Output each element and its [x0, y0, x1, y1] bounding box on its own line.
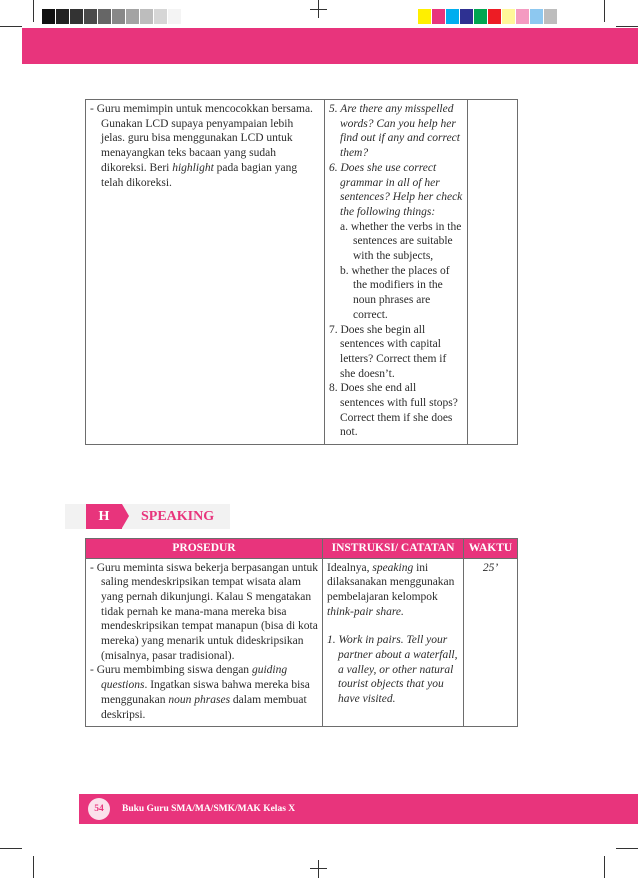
section-arrow-icon [122, 504, 129, 528]
instruction-cell [325, 100, 468, 445]
question-7: 7. Does she begin all sentences with capital letters? Correct them if she doesn’t. [329, 323, 447, 380]
color-swatch [488, 9, 501, 24]
crop-mark [604, 0, 605, 22]
color-swatch [432, 9, 445, 24]
crop-mark [616, 848, 638, 849]
color-swatch [502, 9, 515, 24]
color-swatch [112, 9, 125, 24]
registration-mark [310, 868, 327, 869]
time-cell [464, 558, 518, 727]
header-waktu: WAKTU [464, 539, 518, 559]
color-swatch [544, 9, 557, 24]
table-header-row [86, 539, 518, 559]
book-title: Buku Guru SMA/MA/SMK/MAK Kelas X [122, 804, 296, 814]
color-swatch [516, 9, 529, 24]
spacer [327, 619, 459, 633]
section-letter: H [86, 504, 122, 529]
header-instruksi: INSTRUKSI/ CATATAN [323, 539, 464, 559]
color-swatch [168, 9, 181, 24]
procedure-item: - Guru membimbing siswa dengan guiding questions. Ingatkan siswa bahwa mereka bisa menggunakan noun phrases dalam membuat deskripsi. [90, 664, 310, 721]
bullet-dash: - [90, 103, 97, 115]
color-swatch [530, 9, 543, 24]
procedure-text: Guru memimpin untuk mencocokkan bersama. Gunakan LCD supaya penyampaian lebih jelas. guru bisa menggunakan LCD untuk menayangkan teks bacaan yang sudah dikoreksi. Beri [96, 103, 313, 174]
teacher-note: Idealnya, speaking ini dilaksanakan menggunakan pembelajaran kelompok think-pair share. [327, 561, 455, 618]
color-swatch [98, 9, 111, 24]
crop-mark [33, 856, 34, 878]
procedure-item [90, 102, 320, 190]
color-swatch [474, 9, 487, 24]
color-swatch [84, 9, 97, 24]
color-swatch [126, 9, 139, 24]
time-cell [468, 100, 518, 445]
procedure-term: highlight [172, 161, 214, 174]
procedure-cell [86, 100, 325, 445]
section-title: SPEAKING [141, 509, 215, 524]
procedure-text-end: pada bagian yang telah dikoreksi. [101, 161, 298, 189]
color-swatch [418, 9, 431, 24]
color-swatch [460, 9, 473, 24]
crop-mark [0, 26, 22, 27]
color-swatch [56, 9, 69, 24]
crop-mark [604, 856, 605, 878]
registration-mark [318, 860, 319, 878]
crop-mark [616, 26, 638, 27]
header-band [22, 28, 638, 64]
task-1: 1. Work in pairs. Tell your partner about a waterfall, a valley, or other natural tourist objects that you have visited. [327, 634, 458, 706]
time-value: 25’ [482, 561, 499, 574]
question-6a: a. whether the verbs in the sentences are suitable with the subjects, [340, 220, 462, 263]
grayscale-color-bar [42, 9, 182, 24]
process-color-bar [418, 9, 558, 24]
lesson-table-continued [85, 99, 518, 445]
question-6: 6. Does she use correct grammar in all of her sentences? Help her check the following things: [329, 161, 463, 218]
page-number: 54 [88, 798, 110, 820]
question-5: 5. Are there any misspelled words? Can you help her find out if any and correct them? [329, 103, 460, 160]
crop-mark [33, 0, 34, 22]
speaking-table [85, 538, 518, 727]
procedure-item: - Guru meminta siswa bekerja berpasangan untuk saling mendeskripsikan tempat wisata alam yang pernah dikunjungi. Kalau S mengatakan tidak pernah ke mana-mana mereka bisa mendeskripsikan tempat manapun (bisa di kota mereka) yang menarik untuk dideskripsikan (misalnya, pasar tradisional). [90, 561, 319, 662]
table-row [86, 100, 518, 445]
table-row [86, 558, 518, 727]
color-swatch [154, 9, 167, 24]
instruction-cell [323, 558, 464, 727]
registration-mark [310, 9, 327, 10]
color-swatch [140, 9, 153, 24]
question-8: 8. Does she end all sentences with full stops? Correct them if she does not. [329, 382, 458, 439]
procedure-cell [86, 558, 323, 727]
color-swatch [70, 9, 83, 24]
question-6b: b. whether the places of the modifiers in the noun phrases are correct. [340, 264, 450, 321]
header-prosedur: PROSEDUR [86, 539, 323, 559]
color-swatch [446, 9, 459, 24]
crop-mark [0, 848, 22, 849]
color-swatch [42, 9, 55, 24]
